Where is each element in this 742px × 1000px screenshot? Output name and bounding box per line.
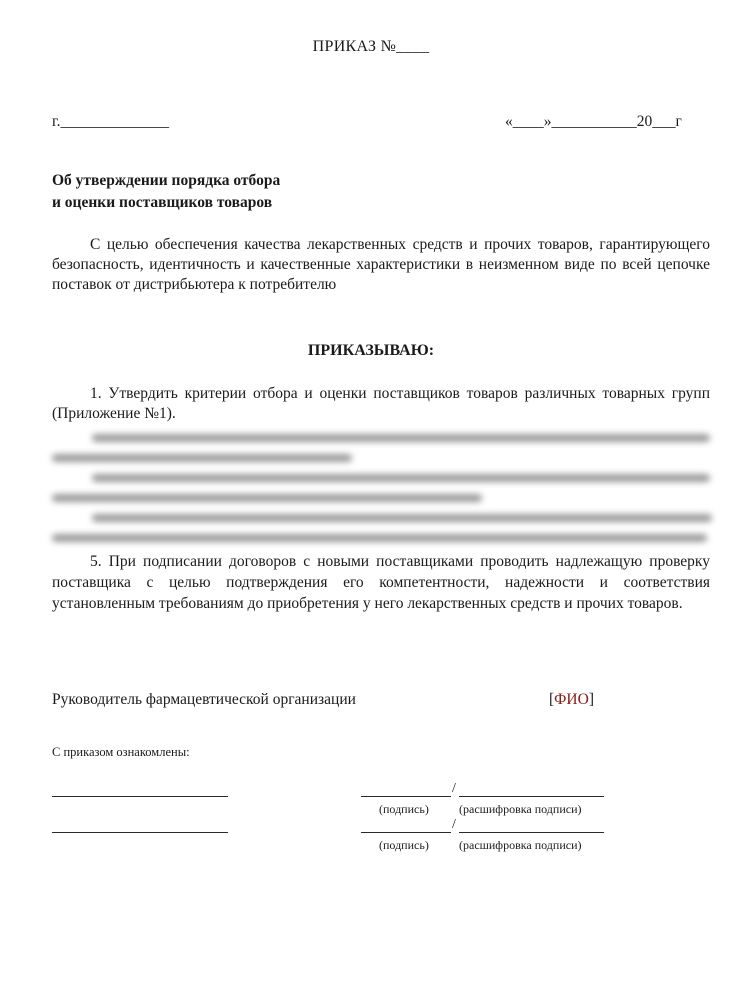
decode-caption-1: (расшифровка подписи) [459,802,582,816]
subject-line-2: и оценки поставщиков товаров [52,194,273,211]
acquainted-signature-line-2 [52,832,228,833]
signature-line-2 [361,832,451,833]
fio-placeholder [549,691,594,709]
document-subject [52,170,452,214]
subject-line-1: Об утверждении порядка отбора [52,172,281,189]
decode-caption-2: (расшифровка подписи) [459,838,582,852]
order-item-5: 5. При подписании договоров с новыми поставщиками проводить надлежащую проверку поставщика с целью подтверждения его компетентности, надежности и соответствия установленным требованиям до приобретения у него лекарственных средств и прочих товаров. [52,553,710,612]
blurred-line [92,514,712,522]
blurred-line [52,534,707,542]
decode-line-2 [459,832,604,833]
order-item-1: 1. Утвердить критерии отбора и оценки поставщиков товаров различных товарных групп (Приложение №1). [52,385,710,422]
blurred-order-items [52,426,712,546]
acquainted-signature-line-1 [52,796,228,797]
date-field: «____»___________20___г [505,113,682,130]
signature-line-1 [361,796,451,797]
signature-caption-2: (подпись) [379,838,429,852]
order-heading: ПРИКАЗЫВАЮ: [307,342,435,359]
document-title: ПРИКАЗ №____ [312,38,430,55]
intro-paragraph: С целью обеспечения качества лекарственных средств и прочих товаров, гарантирующего безопасность, идентичность и качественные характеристики в неизменном виде по всей цепочке поставок от дистрибьютера к потребителю [52,236,710,293]
acquainted-label: С приказом ознакомлены: [52,745,190,759]
blurred-line [92,474,710,482]
blurred-line [52,454,352,462]
slash-separator-2: / [452,817,456,832]
signature-caption-1: (подпись) [379,802,429,816]
blurred-line [92,434,710,442]
slash-separator-1: / [452,781,456,796]
fio-close-bracket: ] [588,691,594,708]
fio-text: ФИО [554,691,589,708]
city-field: г.______________ [52,113,169,130]
fio-open-bracket: [ [549,691,555,708]
decode-line-1 [459,796,604,797]
blurred-line [52,494,482,502]
head-role-label: Руководитель фармацевтической организации [52,691,356,708]
